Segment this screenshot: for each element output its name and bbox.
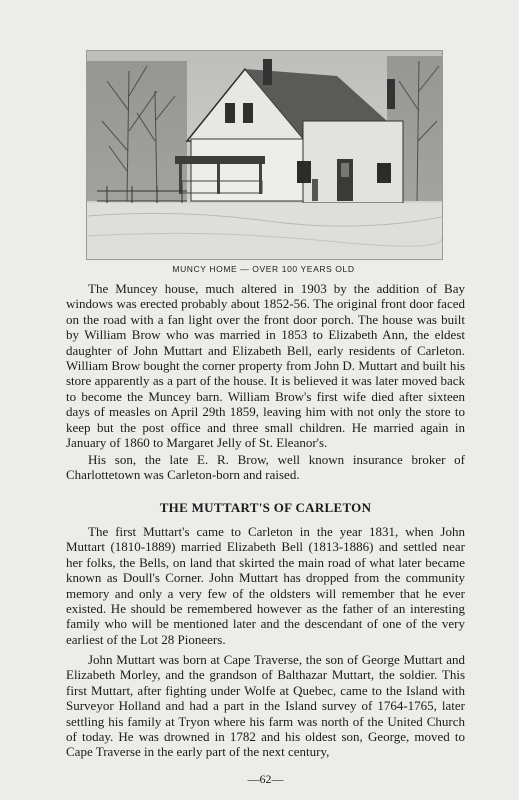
house-photo-illustration	[87, 51, 442, 259]
photo-caption: MUNCY HOME — OVER 100 YEARS OLD	[172, 264, 355, 274]
section-heading: THE MUTTART'S OF CARLETON	[159, 500, 372, 515]
house-photograph	[86, 50, 443, 260]
paragraph-john-muttart-origins: John Muttart was born at Cape Traverse, the son of George Muttart and Elizabeth Morley, and the grandson of Balthazar Muttart, the soldier. This first Muttart, after fighting under Wolfe at Quebec, came to the Island with Surveyor Holland and had a part in the Island survey of 1764-1765, later settling his family at Tryon where his farm was north of the United Church of today. He was drowned in 1782 and his oldest son, George, moved to Cape Traverse in the early part of the next century,	[66, 652, 465, 760]
paragraph-first-muttarts: The first Muttart's came to Carleton in the year 1831, when John Muttart (1810-1889) married Elizabeth Bell (1813-1886) and settled near her folks, the Bells, on land that skirted the main road of what later became known as Doull's Corner. John Muttart has dropped from the community memory and only a very few of the oldsters will remember that he ever existed. He should be remembered however as the father of an interesting family who will be mentioned later and the descendant of one of the very earliest of the Lot 28 Pioneers.	[66, 524, 465, 647]
page-number: —62—	[247, 772, 284, 786]
paragraph-e-r-brow: His son, the late E. R. Brow, well known insurance broker of Charlottetown was Carleton-born and raised.	[66, 452, 465, 483]
paragraph-muncey-house: The Muncey house, much altered in 1903 by the addition of Bay windows was erected probably about 1852-56. The original front door faced on the road with a fan light over the front door porch. The house was built by William Brow who was married in 1853 to Elizabeth Ann, the eldest daughter of John Muttart and Elizabeth Bell, early residents of Carleton. William Brow bought the corner property from John D. Muttart and built his store apparently as a part of the house. It is believed it was later moved back to become the Muncey barn. William Brow's first wife died after sixteen days of measles on April 29th 1859, leaving him with not only the store to keep but the post office and three small children. He married again in January of 1860 to Margaret Jelly of St. Eleanor's.	[66, 281, 465, 451]
